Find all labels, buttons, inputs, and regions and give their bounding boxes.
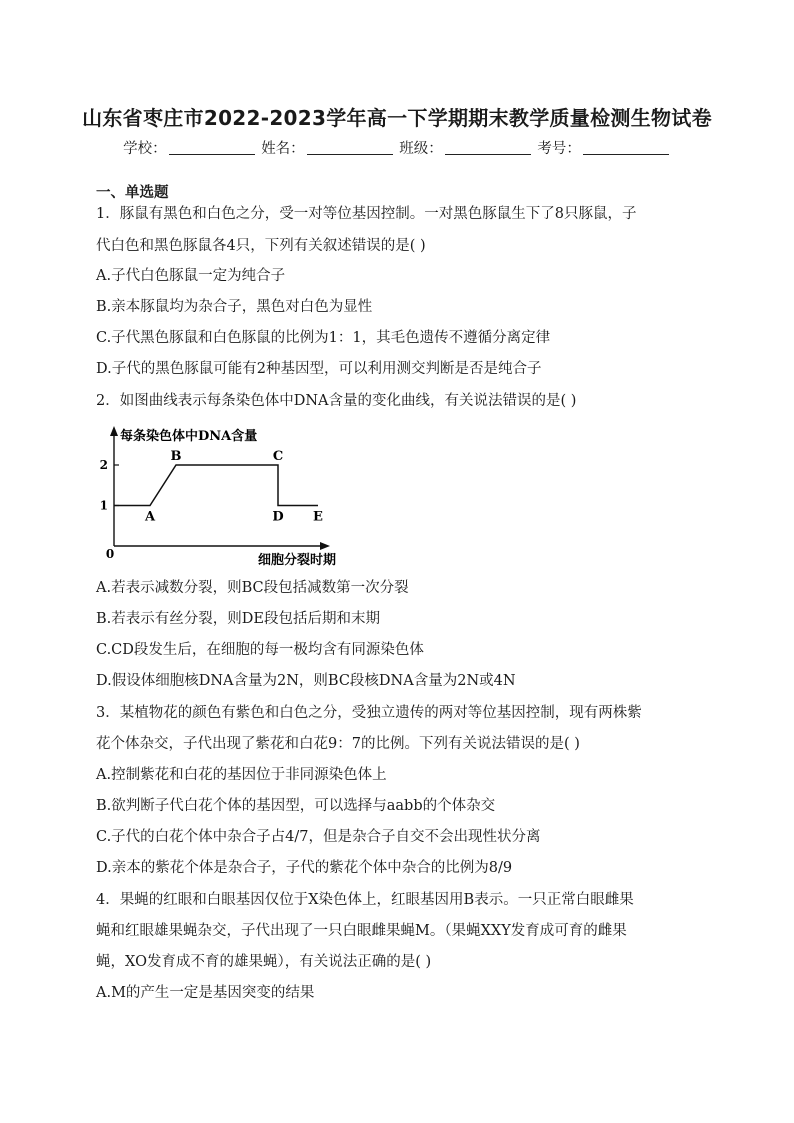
q2-option-d: D.假设体细胞核DNA含量为2N，则BC段核DNA含量为2N或4N	[96, 673, 516, 689]
class-label: 班级：	[399, 141, 443, 157]
dna-content-series-line	[114, 465, 318, 506]
y-tick-label-1: 1	[99, 498, 108, 513]
y-tick-label-2: 2	[99, 458, 108, 472]
origin-label: 0	[105, 547, 115, 561]
y-axis-label: 每条染色体中DNA含量	[120, 429, 258, 444]
name-blank[interactable]	[307, 140, 393, 155]
school-label: 学校：	[123, 141, 167, 157]
q4-option-a: A.M的产生一定是基因突变的结果	[96, 985, 315, 1001]
page-title: 山东省枣庄市2022-2023学年高一下学期期末教学质量检测生物试卷	[82, 106, 712, 130]
q2-option-a: A.若表示减数分裂，则BC段包括减数第一次分裂	[96, 580, 409, 596]
q1-stem-line-1: 1．豚鼠有黑色和白色之分，受一对等位基因控制。一对黑色豚鼠生下了8只豚鼠，子	[96, 206, 637, 222]
point-label-e: E	[313, 509, 323, 525]
exam-number-blank[interactable]	[583, 140, 669, 155]
q2-option-b: B.若表示有丝分裂，则DE段包括后期和末期	[96, 611, 380, 627]
point-label-b: B	[170, 449, 182, 464]
q3-stem-line-1: 3．某植物花的颜色有紫色和白色之分，受独立遗传的两对等位基因控制，现有两株紫	[96, 705, 642, 721]
q4-stem-line-1: 4．果蝇的红眼和白眼基因仅位于X染色体上，红眼基因用B表示。一只正常白眼雌果	[96, 892, 634, 908]
q3-option-c: C.子代的白花个体中杂合子占4/7，但是杂合子自交不会出现性状分离	[96, 829, 541, 845]
q3-option-b: B.欲判断子代白花个体的基因型，可以选择与aabb的个体杂交	[96, 798, 496, 814]
q4-stem-line-2: 蝇和红眼雄果蝇杂交，子代出现了一只白眼雌果蝇M。（果蝇XXY发育成可育的雌果	[96, 923, 627, 939]
point-label-d: D	[272, 509, 284, 525]
q1-option-d: D.子代的黑色豚鼠可能有2种基因型，可以利用测交判断是否是纯合子	[96, 361, 542, 377]
q1-stem-line-2: 代白色和黑色豚鼠各4只，下列有关叙述错误的是( )	[96, 238, 426, 254]
point-label-c: C	[272, 449, 284, 464]
school-blank[interactable]	[169, 140, 255, 155]
q2-stem-line-1: 2．如图曲线表示每条染色体中DNA含量的变化曲线，有关说法错误的是( )	[96, 393, 577, 409]
exam-number-label: 考号：	[537, 141, 581, 157]
q2-option-c: C.CD段发生后，在细胞的每一极均含有同源染色体	[96, 642, 424, 658]
y-axis-arrow	[110, 426, 118, 436]
class-blank[interactable]	[445, 140, 531, 155]
name-label: 姓名：	[261, 141, 305, 157]
q1-option-c: C.子代黑色豚鼠和白色豚鼠的比例为1：1，其毛色遗传不遵循分离定律	[96, 330, 551, 346]
x-axis-arrow	[320, 542, 330, 550]
q3-stem-line-2: 花个体杂交，子代出现了紫花和白花9：7的比例。下列有关说法错误的是( )	[96, 736, 580, 752]
q1-option-b: B.亲本豚鼠均为杂合子，黑色对白色为显性	[96, 299, 373, 315]
q4-stem-line-3: 蝇，XO发育成不育的雄果蝇），有关说法正确的是( )	[96, 954, 432, 970]
q1-option-a: A.子代白色豚鼠一定为纯合子	[96, 268, 286, 284]
q3-option-d: D.亲本的紫花个体是杂合子，子代的紫花个体中杂合的比例为8/9	[96, 860, 513, 876]
student-info-line	[0, 137, 794, 158]
q3-option-a: A.控制紫花和白花的基因位于非同源染色体上	[96, 767, 387, 783]
dna-content-chart	[96, 420, 346, 570]
point-label-a: A	[144, 509, 156, 525]
section-heading: 一、单选题	[96, 185, 169, 201]
x-axis-label: 细胞分裂时期	[257, 553, 336, 568]
